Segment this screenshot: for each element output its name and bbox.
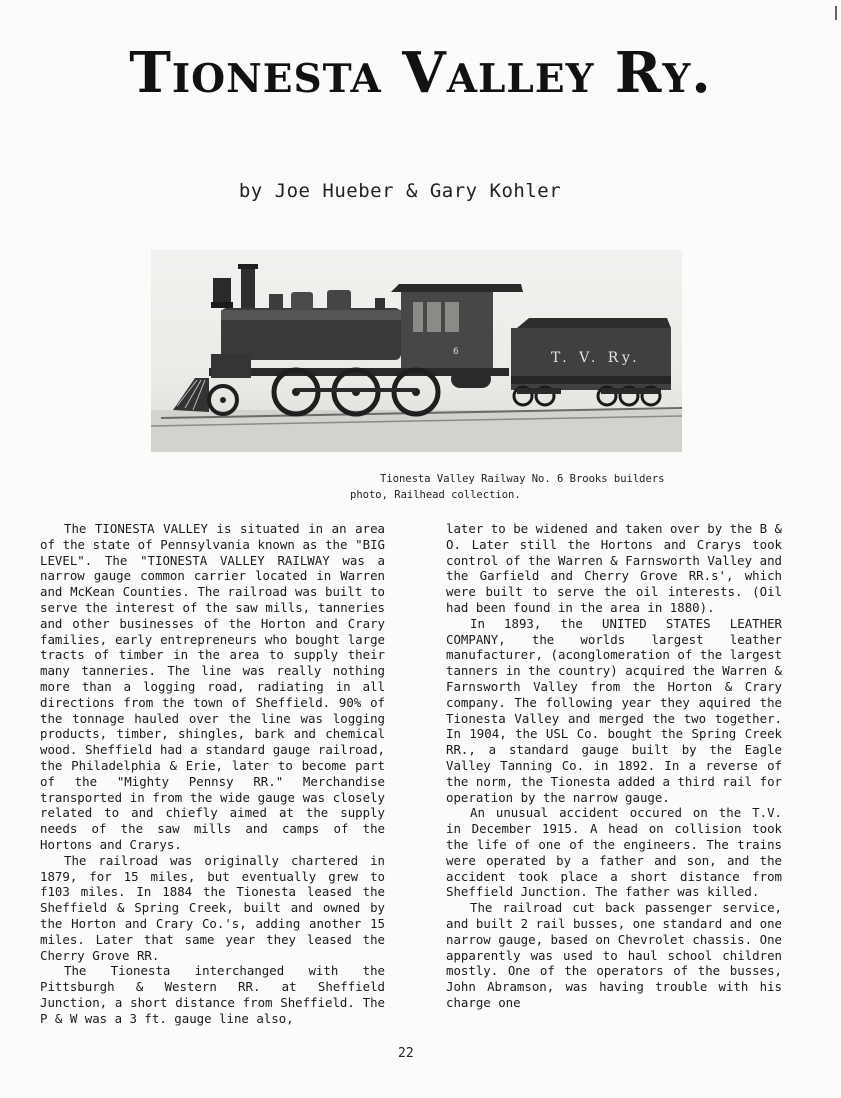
scan-edge-mark xyxy=(835,6,837,20)
tender-lettering: T. V. Ry. xyxy=(551,350,641,366)
locomotive-illustration xyxy=(151,250,682,452)
paragraph: later to be widened and taken over by the B & O. Later still the Hortons and Crarys took control of the Warren & Farnsworth Valley and the Garfield and Cherry Grove RR.s', which were built to serve the oil interests. (Oil had been found in the area in 1880). xyxy=(446,521,782,615)
locomotive-photo xyxy=(151,250,682,452)
paragraph: In 1893, the UNITED STATES LEATHER COMPANY, the worlds largest leather manufacturer, (aconglomeration of the largest tanners in the country) acquired the Warren & Farnsworth Valley from the Horton & Crary company. The following year they aquired the Tionesta Valley and merged the two together. In 1904, the USL Co. bought the Spring Creek RR., a standard gauge built by the Eagle Valley Tanning Co. in 1892. In a reverse of the norm, the Tionesta added a third rail for operation by the narrow gauge. xyxy=(446,615,782,805)
paragraph: The TIONESTA VALLEY is situated in an area of the state of Pennsylvania known as the "BIG LEVEL". The "TIONESTA VALLEY RAILWAY was a narrow gauge common carrier located in Warren and McKean Counties. The railroad was built to serve the interest of the saw mills, tanneries and other businesses of the Horton and Crary families, early entrepreneurs who bought large tracts of timber in the area to supply their many tanneries. The line was really nothing more than a logging road, radiating in all directions from the town of Sheffield. 90% of the tonnage hauled over the line was logging products, timber, shingles, bark and chemical wood. Sheffield had a standard gauge railroad, the Philadelphia & Erie, later to become part of the "Mighty Pennsy RR." Merchandise transported in from the wide gauge was closely related to and chiefly aimed at the supply needs of the saw mills and camps of the Hortons and Crarys. xyxy=(40,521,385,852)
article-right-column xyxy=(446,521,782,1011)
paragraph: The Tionesta interchanged with the Pittsburgh & Western RR. at Sheffield Junction, a short distance from Sheffield. The P & W was a 3 ft. gauge line also, xyxy=(40,963,385,1026)
article-left-column xyxy=(40,521,385,1027)
caption-line-1: Tionesta Valley Railway No. 6 Brooks builders xyxy=(380,473,665,485)
byline: by Joe Hueber & Gary Kohler xyxy=(238,180,562,202)
cab-number: 6 xyxy=(453,347,459,357)
caption-line-2: photo, Railhead collection. xyxy=(350,489,521,501)
page-title: Tionesta Valley Ry. xyxy=(129,40,712,106)
paragraph: The railroad cut back passenger service, and built 2 rail busses, one standard and one narrow gauge, based on Chevrolet chassis. One apparently was used to haul school children mostly. One of the operators of the busses, John Abramson, was having trouble with his charge one xyxy=(446,900,782,1010)
paragraph: The railroad was originally chartered in 1879, for 15 miles, but eventually grew to f103 miles. In 1884 the Tionesta leased the Sheffield & Spring Creek, built and owned by the Horton and Crary Co.'s, adding another 15 miles. Later that same year they leased the Cherry Grove RR. xyxy=(40,852,385,963)
photo-caption xyxy=(340,471,710,503)
page-number: 22 xyxy=(398,1046,414,1061)
paragraph: An unusual accident occured on the T.V. in December 1915. A head on collision took the life of one of the engineers. The trains were operated by a father and son, and the accident took place a short distance from Sheffield Junction. The father was killed. xyxy=(446,805,782,900)
